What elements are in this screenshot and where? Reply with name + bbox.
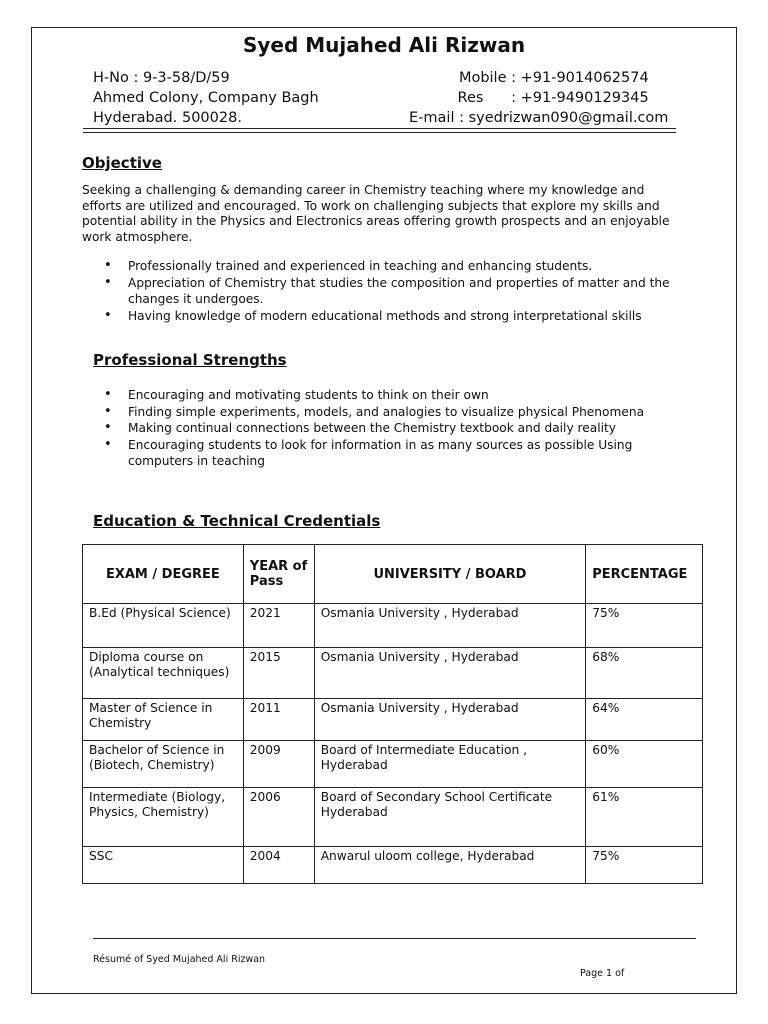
- table-row: [83, 648, 703, 699]
- footer-divider: [93, 938, 696, 939]
- education-heading: Education & Technical Credentials: [93, 512, 381, 530]
- education-table: [82, 544, 703, 884]
- address-line-1: H-No : 9-3-58/D/59: [93, 70, 230, 86]
- footer-resume-label: Résumé of Syed Mujahed Ali Rizwan: [93, 954, 266, 965]
- strengths-bullets: [82, 387, 672, 470]
- mobile-row: [405, 68, 668, 88]
- cell-year: 2009: [243, 741, 314, 788]
- table-row: [83, 741, 703, 788]
- objective-bullets: [82, 258, 692, 324]
- cell-percentage: 61%: [586, 788, 703, 847]
- list-item: • Appreciation of Chemistry that studies the composition and properties of matter and the changes it undergoes.: [82, 275, 692, 308]
- header-year: YEAR of Pass: [243, 545, 314, 604]
- cell-exam: B.Ed (Physical Science): [83, 604, 244, 648]
- cell-year: 2011: [243, 699, 314, 741]
- cell-year: 2015: [243, 648, 314, 699]
- cell-university: Osmania University , Hyderabad: [314, 648, 585, 699]
- email-address: syedrizwan090@gmail.com: [468, 110, 669, 126]
- res-label: Res :: [457, 90, 516, 106]
- res-row: [405, 88, 668, 108]
- objective-text: Seeking a challenging & demanding career in Chemistry teaching where my knowledge and efforts are utilized and encouraged. To work on challenging subjects that explore my skills and potential ability in the Physics and Electronics areas offering growth prospects and an enjoyable work atmosphere.: [82, 183, 670, 244]
- table-row: [83, 699, 703, 741]
- address-line-2: Ahmed Colony, Company Bagh: [93, 90, 319, 106]
- list-item: • Professionally trained and experienced in teaching and enhancing students.: [82, 258, 692, 275]
- cell-exam: Master of Science in Chemistry: [83, 699, 244, 741]
- list-item: • Having knowledge of modern educational methods and strong interpretational skills: [82, 308, 692, 325]
- header-divider-bottom: [83, 132, 676, 133]
- list-item: • Making continual connections between the Chemistry textbook and daily reality: [82, 420, 672, 437]
- table-row: [83, 788, 703, 847]
- cell-percentage: 64%: [586, 699, 703, 741]
- mobile-label: Mobile :: [458, 70, 516, 86]
- cell-university: Osmania University , Hyderabad: [314, 604, 585, 648]
- cell-year: 2006: [243, 788, 314, 847]
- cell-exam: Diploma course on (Analytical techniques): [83, 648, 244, 699]
- table-row: [83, 847, 703, 884]
- cell-year: 2021: [243, 604, 314, 648]
- mobile-number: +91-9014062574: [520, 70, 649, 86]
- cell-year: 2004: [243, 847, 314, 884]
- header-divider-top: [83, 128, 676, 129]
- cell-university: Anwarul uloom college, Hyderabad: [314, 847, 585, 884]
- header-university: UNIVERSITY / BOARD: [314, 545, 585, 604]
- list-item: • Encouraging and motivating students to think on their own: [82, 387, 672, 404]
- cell-university: Osmania University , Hyderabad: [314, 699, 585, 741]
- cell-exam: Intermediate (Biology, Physics, Chemistry): [83, 788, 244, 847]
- cell-percentage: 68%: [586, 648, 703, 699]
- cell-university: Board of Secondary School Certificate Hyderabad: [314, 788, 585, 847]
- header-percentage: PERCENTAGE: [586, 545, 703, 604]
- footer-page-number: Page 1 of: [580, 968, 625, 979]
- address-line-3: Hyderabad. 500028.: [93, 110, 242, 126]
- cell-percentage: 75%: [586, 604, 703, 648]
- header-exam: EXAM / DEGREE: [83, 545, 244, 604]
- phone-email-block: [405, 68, 668, 128]
- res-number: +91-9490129345: [520, 90, 649, 106]
- table-header-row: [83, 545, 703, 604]
- list-item: • Finding simple experiments, models, and analogies to visualize physical Phenomena: [82, 404, 672, 421]
- strengths-heading: Professional Strengths: [93, 351, 287, 369]
- email-label: E-mail :: [409, 110, 464, 126]
- cell-percentage: 75%: [586, 847, 703, 884]
- cell-university: Board of Intermediate Education , Hyderabad: [314, 741, 585, 788]
- cell-exam: Bachelor of Science in (Biotech, Chemistry): [83, 741, 244, 788]
- email-row: [405, 108, 668, 128]
- cell-exam: SSC: [83, 847, 244, 884]
- address-block: [93, 68, 319, 128]
- candidate-name: Syed Mujahed Ali Rizwan: [242, 33, 526, 57]
- cell-percentage: 60%: [586, 741, 703, 788]
- table-row: [83, 604, 703, 648]
- objective-heading: Objective: [82, 154, 162, 172]
- list-item: • Encouraging students to look for information in as many sources as possible Using computers in teaching: [82, 437, 672, 470]
